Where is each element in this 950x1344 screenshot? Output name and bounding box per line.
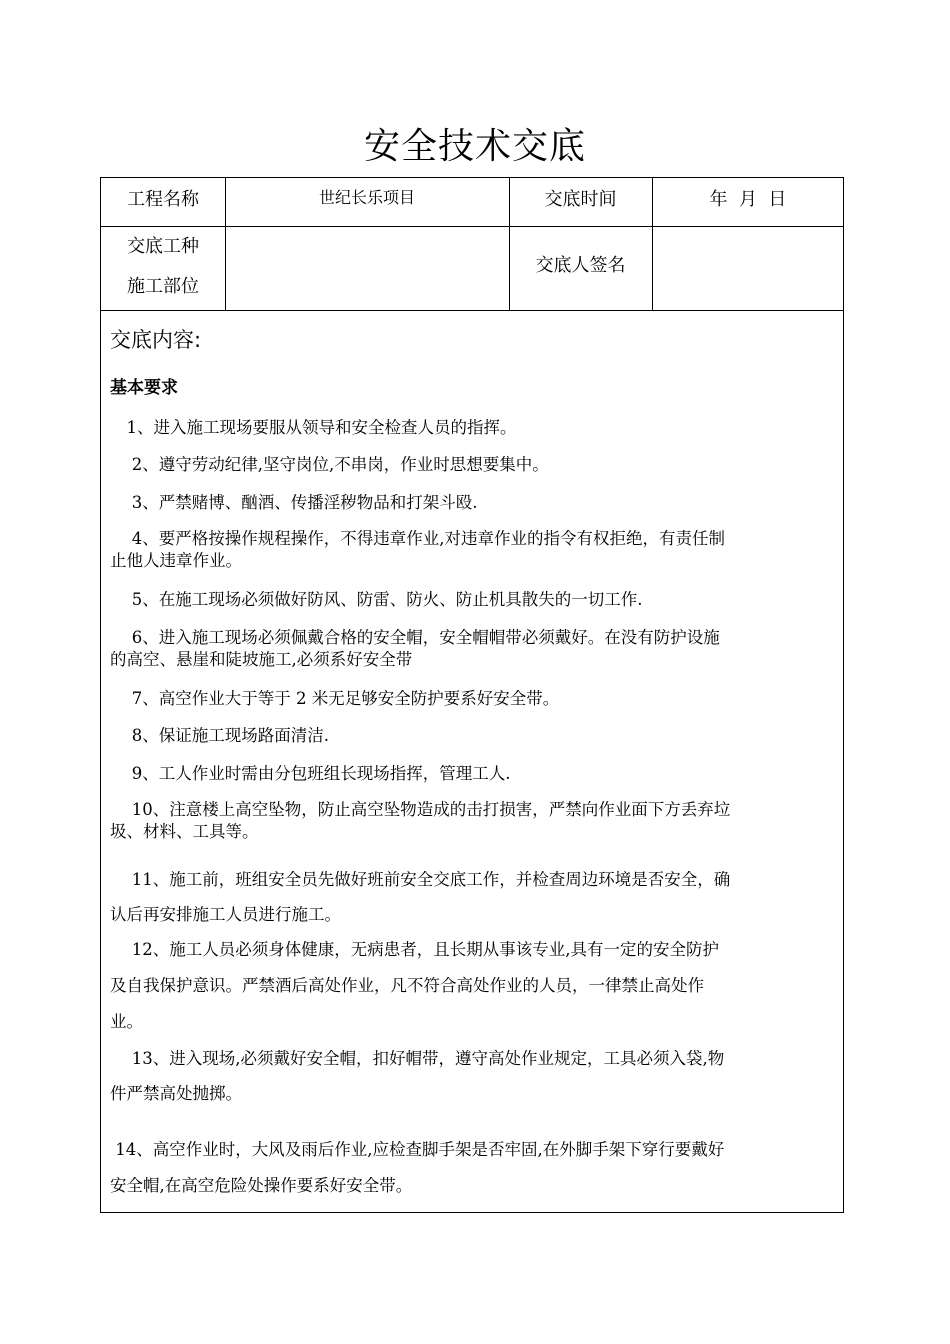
requirement-line: 12、施工人员必须身体健康，无病患者，且长期从事该专业,具有一定的安全防护 <box>110 940 719 959</box>
section-title: 基本要求 <box>110 378 178 398</box>
requirement-line: 2、遵守劳动纪律,坚守岗位,不串岗，作业时思想要集中。 <box>110 455 549 474</box>
requirement-line: 止他人违章作业。 <box>110 551 242 570</box>
row-divider <box>101 226 843 227</box>
requirement-line: 11、施工前，班组安全员先做好班前安全交底工作，并检查周边环境是否安全，确 <box>110 870 731 889</box>
requirement-line: 4、要严格按操作规程操作，不得违章作业,对违章作业的指令有权拒绝，有责任制 <box>110 529 725 548</box>
requirement-line: 5、在施工现场必须做好防风、防雷、防火、防止机具散失的一切工作. <box>110 590 643 609</box>
trade-label: 交底工种 <box>127 236 199 257</box>
requirement-line: 14、高空作业时，大风及雨后作业,应检查脚手架是否牢固,在外脚手架下穿行要戴好 <box>110 1140 725 1159</box>
disclosure-time-label: 交底时间 <box>544 189 617 210</box>
requirement-line: 7、高空作业大于等于 2 米无足够安全防护要系好安全带。 <box>110 689 560 708</box>
document-title: 安全技术交底 <box>363 126 586 167</box>
requirement-line: 10、注意楼上高空坠物，防止高空坠物造成的击打损害，严禁向作业面下方丢弃垃 <box>110 800 731 819</box>
requirement-line: 9、工人作业时需由分包班组长现场指挥，管理工人. <box>110 764 511 783</box>
location-label: 施工部位 <box>127 276 199 297</box>
project-name-value: 世纪长乐项目 <box>318 188 415 207</box>
requirement-line: 认后再安排施工人员进行施工。 <box>110 905 341 924</box>
requirement-line: 安全帽,在高空危险处操作要系好安全带。 <box>110 1176 413 1195</box>
disclosure-form <box>100 177 844 1213</box>
signer-label: 交底人签名 <box>535 255 626 276</box>
project-name-label: 工程名称 <box>127 189 199 210</box>
content-heading: 交底内容: <box>110 328 202 352</box>
requirement-line: 3、严禁赌博、酗酒、传播淫秽物品和打架斗殴. <box>110 493 478 512</box>
requirement-line: 1、进入施工现场要服从领导和安全检查人员的指挥。 <box>110 418 517 437</box>
requirement-line: 业。 <box>110 1012 143 1031</box>
requirement-line: 13、进入现场,必须戴好安全帽，扣好帽带，遵守高处作业规定，工具必须入袋,物 <box>110 1049 725 1068</box>
row-divider <box>101 310 843 311</box>
requirement-line: 件严禁高处抛掷。 <box>110 1084 242 1103</box>
requirement-line: 圾、材料、工具等。 <box>110 822 259 841</box>
requirement-line: 8、保证施工现场路面清洁. <box>110 726 329 745</box>
requirement-line: 6、进入施工现场必须佩戴合格的安全帽，安全帽帽带必须戴好。在没有防护设施 <box>110 628 720 647</box>
disclosure-time-value: 年 月 日 <box>709 189 787 210</box>
requirement-line: 及自我保护意识。严禁酒后高处作业，凡不符合高处作业的人员，一律禁止高处作 <box>110 976 704 995</box>
requirement-line: 的高空、悬崖和陡坡施工,必须系好安全带 <box>110 650 413 669</box>
